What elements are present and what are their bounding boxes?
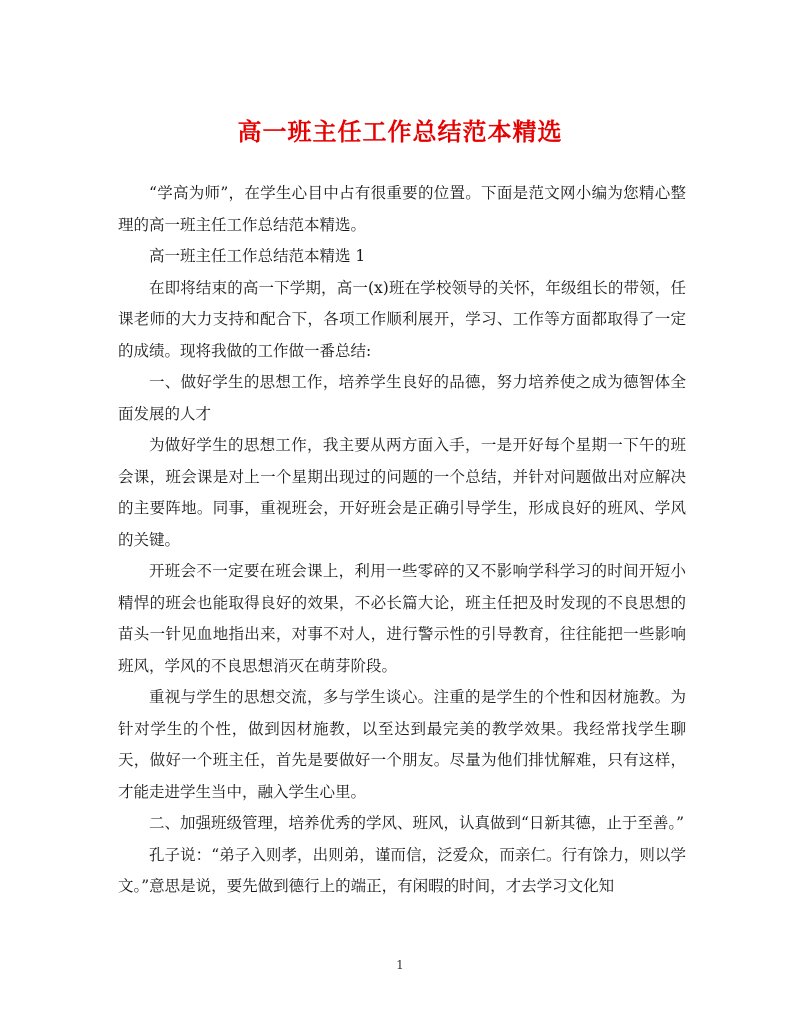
paragraph-class-meeting: 为做好学生的思想工作，我主要从两方面入手，一是开好每个星期一下午的班会课，班会课是对上一个星期出现过的问题的一个总结，并针对问题做出对应解决的主要阵地。同事，重视班会，开好班会是正确引导学生，形成良好的班风、学风的关键。 xyxy=(118,436,686,549)
paragraph-intro: “学高为师”，在学生心目中占有很重要的位置。下面是范文网小编为您精心整理的高一班主任工作总结范本精选。 xyxy=(118,184,686,234)
paragraph-communication: 重视与学生的思想交流，多与学生谈心。注重的是学生的个性和因材施教。为针对学生的个性，做到因材施教，以至达到最完美的教学效果。我经常找学生聊天，做好一个班主任，首先是要做好一个朋友。尽量为他们排忧解难，只有这样，才能走进学生当中，融入学生心里。 xyxy=(118,688,686,801)
paragraph-confucius: 孔子说：“弟子入则孝，出则弟，谨而信，泛爱众，而亲仁。行有馀力，则以学文。”意思是说，要先做到德行上的端正，有闲暇的时间，才去学习文化知 xyxy=(118,845,686,895)
paragraph-overview: 在即将结束的高一下学期，高一(x)班在学校领导的关怀，年级组长的带领，任课老师的大力支持和配合下，各项工作顺利展开，学习、工作等方面都取得了一定的成绩。现将我做的工作做一番总结: xyxy=(118,278,686,360)
paragraph-point-2: 二、加强班级管理，培养优秀的学风、班风，认真做到“日新其德，止于至善。” xyxy=(149,814,685,832)
document-body xyxy=(118,178,686,903)
document-title: 高一班主任工作总结范本精选 xyxy=(237,117,563,146)
section-heading-1: 高一班主任工作总结范本精选 1 xyxy=(149,247,366,265)
paragraph-point-1: 一、做好学生的思想工作，培养学生良好的品德，努力培养使之成为德智体全面发展的人才 xyxy=(118,373,686,423)
paragraph-short-meeting: 开班会不一定要在班会课上，利用一些零碎的又不影响学科学习的时间开短小精悍的班会也能取得良好的效果，不必长篇大论，班主任把及时发现的不良思想的苗头一针见血地指出来，对事不对人，进行警示性的引导教育，往往能把一些影响班风，学风的不良思想消灭在萌芽阶段。 xyxy=(118,562,686,675)
page-number: 1 xyxy=(396,958,404,972)
